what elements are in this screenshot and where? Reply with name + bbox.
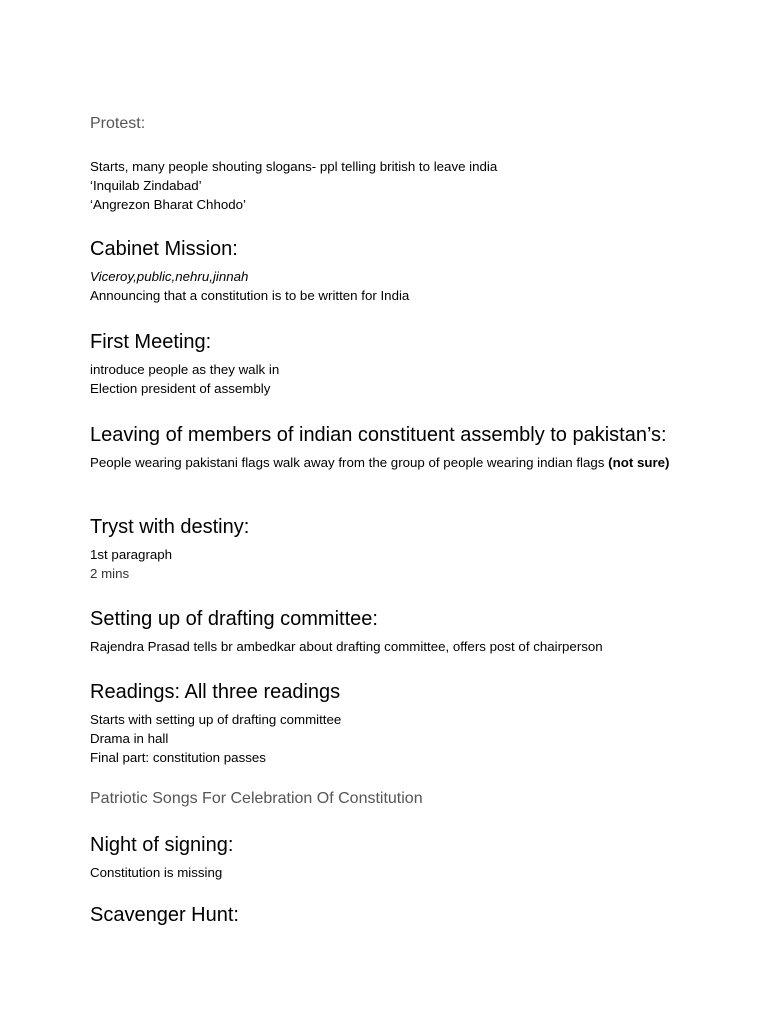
section-leaving-members bbox=[90, 422, 680, 472]
section-protest bbox=[90, 114, 690, 214]
section-cabinet-mission bbox=[90, 236, 690, 305]
section-line: introduce people as they walk in bbox=[90, 362, 280, 377]
section-text: People wearing pakistani flags walk away from the group of people wearing indian flags bbox=[90, 455, 609, 470]
section-heading: Readings: All three readings bbox=[90, 681, 341, 703]
section-line: Starts with setting up of drafting committee bbox=[90, 712, 342, 727]
section-line: Viceroy,public,nehru,jinnah bbox=[90, 269, 249, 284]
section-paragraph bbox=[90, 453, 675, 472]
section-line: Starts, many people shouting slogans- ppl telling british to leave india bbox=[90, 159, 498, 174]
section-line: Election president of assembly bbox=[90, 381, 271, 396]
section-line: 1st paragraph bbox=[90, 547, 173, 562]
section-line: Constitution is missing bbox=[90, 865, 223, 880]
section-line: Rajendra Prasad tells br ambedkar about drafting committee, offers post of chairperson bbox=[90, 639, 603, 654]
section-line: Drama in hall bbox=[90, 731, 169, 746]
section-drafting-committee bbox=[90, 606, 690, 656]
section-line: 2 mins bbox=[90, 566, 130, 581]
section-line: Announcing that a constitution is to be written for India bbox=[90, 288, 410, 303]
section-readings bbox=[90, 679, 690, 767]
section-heading: Protest: bbox=[90, 115, 146, 132]
section-first-meeting bbox=[90, 329, 690, 398]
section-line: ‘Angrezon Bharat Chhodo’ bbox=[90, 197, 246, 212]
section-heading: Cabinet Mission: bbox=[90, 238, 238, 260]
section-line: Final part: constitution passes bbox=[90, 750, 266, 765]
section-heading: Patriotic Songs For Celebration Of Constitution bbox=[90, 790, 423, 807]
section-patriotic-songs bbox=[90, 789, 690, 809]
section-bold-text: (not sure) bbox=[608, 455, 670, 470]
section-heading: Night of signing: bbox=[90, 834, 234, 856]
section-night-of-signing bbox=[90, 832, 690, 882]
section-heading: Scavenger Hunt: bbox=[90, 904, 239, 926]
section-scavenger-hunt bbox=[90, 902, 690, 928]
section-heading: Leaving of members of indian constituent assembly to pakistan’s: bbox=[90, 424, 667, 446]
section-heading: First Meeting: bbox=[90, 331, 212, 353]
section-tryst-with-destiny bbox=[90, 514, 690, 583]
section-line: ‘Inquilab Zindabad’ bbox=[90, 178, 202, 193]
section-heading: Setting up of drafting committee: bbox=[90, 608, 378, 630]
section-heading: Tryst with destiny: bbox=[90, 516, 250, 538]
